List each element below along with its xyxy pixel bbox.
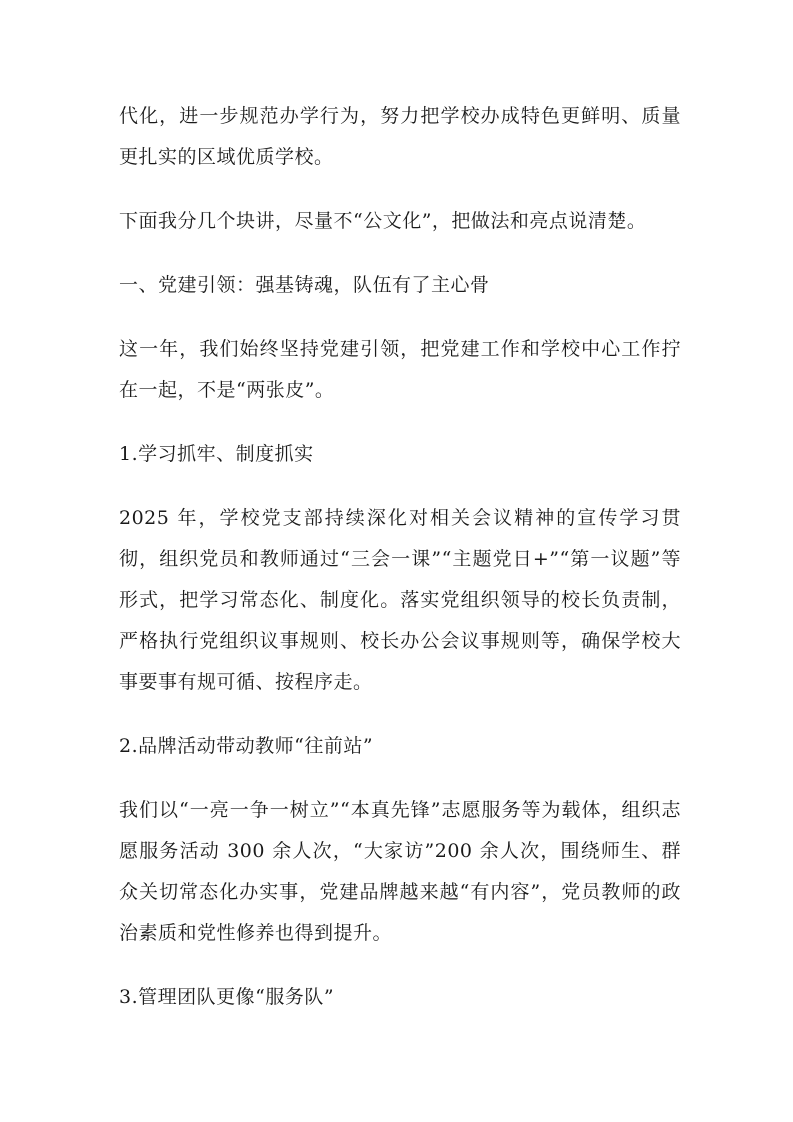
paragraph-overview: 下面我分几个块讲，尽量不“公文化”，把做法和亮点说清楚。 [119, 210, 647, 232]
paragraph-party-building-summary: 这一年，我们始终坚持党建引领，把党建工作和学校中心工作拧在一起，不是“两张皮”。 [119, 338, 681, 401]
subheading-brand-activities: 2.品牌活动带动教师“往前站” [119, 735, 374, 757]
paragraph-intro-continuation: 代化，进一步规范办学行为，努力把学校办成特色更鲜明、质量更扎实的区域优质学校。 [119, 105, 681, 168]
paragraph-brand-activities: 我们以“一亮一争一树立”“本真先锋”志愿服务等为载体，组织志愿服务活动 300 余人次，“大家访”200 余人次，围绕师生、群众关切常态化办实事，党建品牌越来越“有内容”，党员教师的政治素质和党性修养也得到提升。 [119, 799, 681, 944]
subheading-study-and-system: 1.学习抓牢、制度抓实 [119, 443, 314, 465]
paragraph-study-and-system: 2025 年，学校党支部持续深化对相关会议精神的宣传学习贯彻，组织党员和教师通过“三会一课”“主题党日+”“第一议题”等形式，把学习常态化、制度化。落实党组织领导的校长负责制，严格执行党组织议事规则、校长办公会议事规则等，确保学校大事要事有规可循、按程序走。 [119, 507, 681, 693]
subheading-management-team: 3.管理团队更像“服务队” [119, 986, 335, 1008]
section-heading-party-building: 一、党建引领：强基铸魂，队伍有了主心骨 [119, 274, 490, 296]
document-body [119, 96, 681, 1041]
